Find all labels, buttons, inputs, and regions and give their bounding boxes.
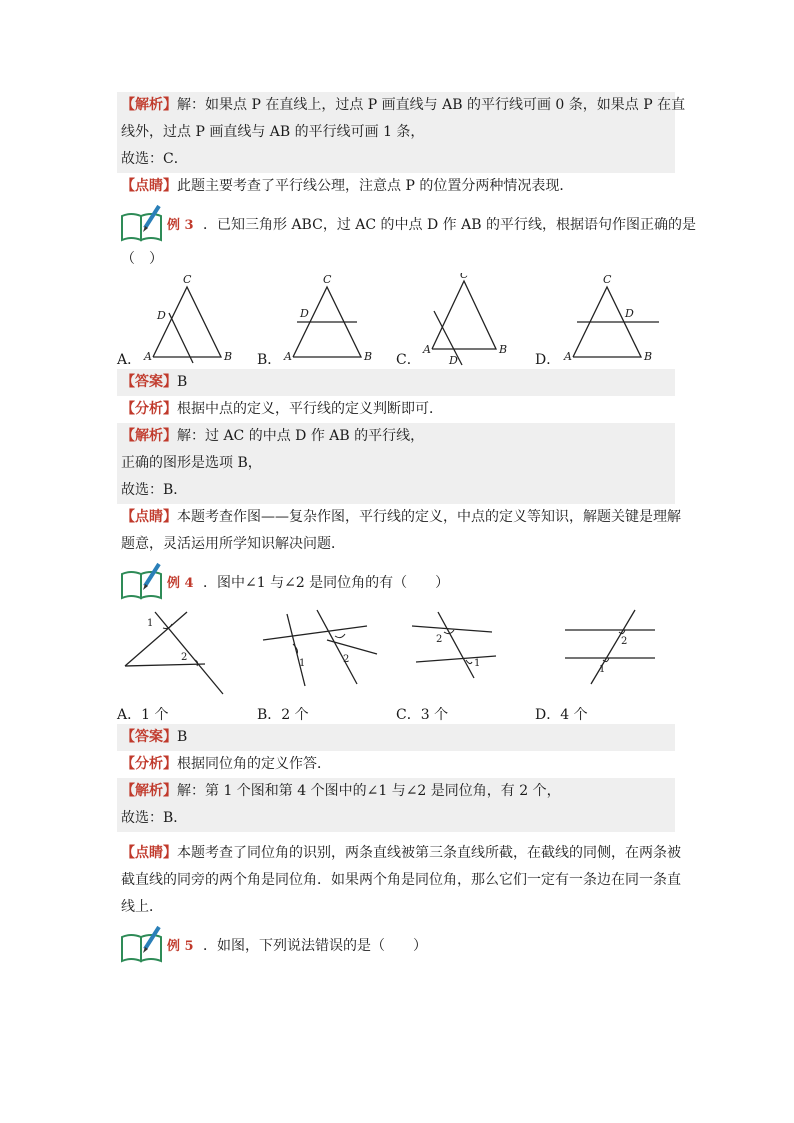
solution-text: 正确的图形是选项 B，	[121, 455, 262, 471]
svg-text:A: A	[144, 350, 152, 363]
answer-text: B	[177, 729, 188, 745]
example-question: ．已知三角形 ABC，过 AC 的中点 D 作 AB 的平行线，根据语句作图正确的是	[203, 217, 696, 233]
point-text: 线上．	[121, 899, 163, 915]
svg-text:1: 1	[299, 658, 306, 669]
point-text: 截直线的同旁的两个角是同位角．如果两个角是同位角，那么它们一定有一条边在同一条直	[121, 872, 681, 888]
svg-text:1: 1	[474, 658, 481, 669]
analysis-tag: 【分析】	[121, 401, 177, 417]
svg-text:C: C	[603, 273, 612, 286]
option-label: B．	[257, 352, 282, 368]
example-label: 例 5	[167, 939, 194, 954]
svg-text:D: D	[157, 309, 166, 322]
option-label: A．1 个	[117, 707, 169, 723]
option-label: A．	[117, 352, 142, 368]
book-pencil-icon	[119, 202, 165, 244]
svg-text:A: A	[284, 350, 292, 363]
point-text: 本题考查作图——复杂作图，平行线的定义，中点的定义等知识，解题关键是理解	[177, 509, 681, 525]
ex3-figure-d	[535, 273, 675, 369]
svg-text:2: 2	[436, 634, 443, 645]
answer-text: B	[177, 374, 188, 390]
svg-text:D: D	[625, 307, 634, 320]
solution-text: 故选：B．	[121, 482, 188, 498]
ex3-figures	[117, 273, 675, 369]
ex4-figures	[117, 604, 675, 724]
svg-text:2: 2	[343, 654, 350, 665]
svg-text:A: A	[564, 350, 572, 363]
point-tag: 【点睛】	[121, 845, 177, 861]
ex3-answer-block	[117, 369, 675, 396]
book-pencil-icon	[119, 560, 165, 602]
svg-text:C: C	[460, 273, 469, 281]
analysis-tag: 【分析】	[121, 756, 177, 772]
svg-text:B: B	[364, 350, 373, 363]
ex4-figure-2	[257, 604, 387, 724]
solution-text: 故选：B．	[121, 810, 188, 826]
svg-text:1: 1	[147, 618, 154, 629]
option-label: D．	[535, 352, 561, 368]
ex4-solution-block	[117, 778, 675, 832]
option-label: B．2 个	[257, 707, 309, 723]
solution-text: 解：过 AC 的中点 D 作 AB 的平行线，	[177, 428, 425, 444]
ex3-figure-c	[396, 273, 516, 369]
solution-tag: 【解析】	[121, 428, 177, 444]
solution-tag: 【解析】	[121, 97, 177, 113]
analysis-text: 根据中点的定义，平行线的定义判断即可．	[177, 401, 443, 417]
example-5-heading	[117, 921, 675, 967]
document-page	[117, 92, 696, 967]
example-3-heading	[117, 200, 696, 246]
example-label: 例 4	[167, 576, 194, 591]
option-label: C．3 个	[396, 707, 449, 723]
point-tag: 【点睛】	[121, 509, 177, 525]
svg-text:A: A	[423, 343, 431, 356]
solution-text: 故选：C．	[121, 151, 188, 167]
option-label: D．4 个	[535, 707, 588, 723]
solution-text: 解：如果点 P 在直线上，过点 P 画直线与 AB 的平行线可画 0 条，如果点 P 在直	[177, 97, 686, 113]
svg-text:B: B	[644, 350, 653, 363]
analysis-text: 根据同位角的定义作答．	[177, 756, 331, 772]
point-text: 此题主要考查了平行线公理，注意点 P 的位置分两种情况表现．	[177, 178, 574, 194]
answer-tag: 【答案】	[121, 374, 177, 390]
point-text: 题意，灵活运用所学知识解决问题．	[121, 536, 345, 552]
ex4-answer-block	[117, 724, 675, 751]
example-question-cont: （ ）	[121, 251, 163, 267]
solution-tag: 【解析】	[121, 783, 177, 799]
prev-solution-block	[117, 92, 686, 173]
svg-text:C: C	[323, 273, 332, 286]
svg-text:D: D	[449, 354, 458, 367]
solution-text: 线外，过点 P 画直线与 AB 的平行线可画 1 条，	[121, 124, 425, 140]
point-tag: 【点睛】	[121, 178, 177, 194]
ex4-figure-3	[396, 604, 526, 724]
svg-text:2: 2	[621, 636, 628, 647]
svg-text:C: C	[183, 273, 192, 286]
svg-text:D: D	[300, 307, 309, 320]
solution-text: 解：第 1 个图和第 4 个图中的∠1 与∠2 是同位角，有 2 个，	[177, 783, 561, 799]
answer-tag: 【答案】	[121, 729, 177, 745]
book-pencil-icon	[119, 923, 165, 965]
ex3-figure-b	[257, 273, 377, 369]
svg-text:B: B	[499, 343, 508, 356]
ex4-figure-1	[117, 604, 237, 724]
point-text: 本题考查了同位角的识别，两条直线被第三条直线所截，在截线的同侧，在两条被	[177, 845, 681, 861]
example-question: ．如图，下列说法错误的是（ ）	[203, 938, 427, 954]
ex3-figure-a	[117, 273, 237, 369]
svg-text:1: 1	[599, 664, 606, 675]
example-label: 例 3	[167, 218, 194, 233]
ex4-figure-4	[535, 604, 675, 724]
svg-text:2: 2	[181, 652, 188, 663]
svg-text:B: B	[224, 350, 233, 363]
option-label: C．	[396, 352, 421, 368]
example-4-heading	[117, 558, 675, 604]
example-question: ．图中∠1 与∠2 是同位角的有（ ）	[203, 575, 450, 591]
ex3-solution-block	[117, 423, 675, 504]
